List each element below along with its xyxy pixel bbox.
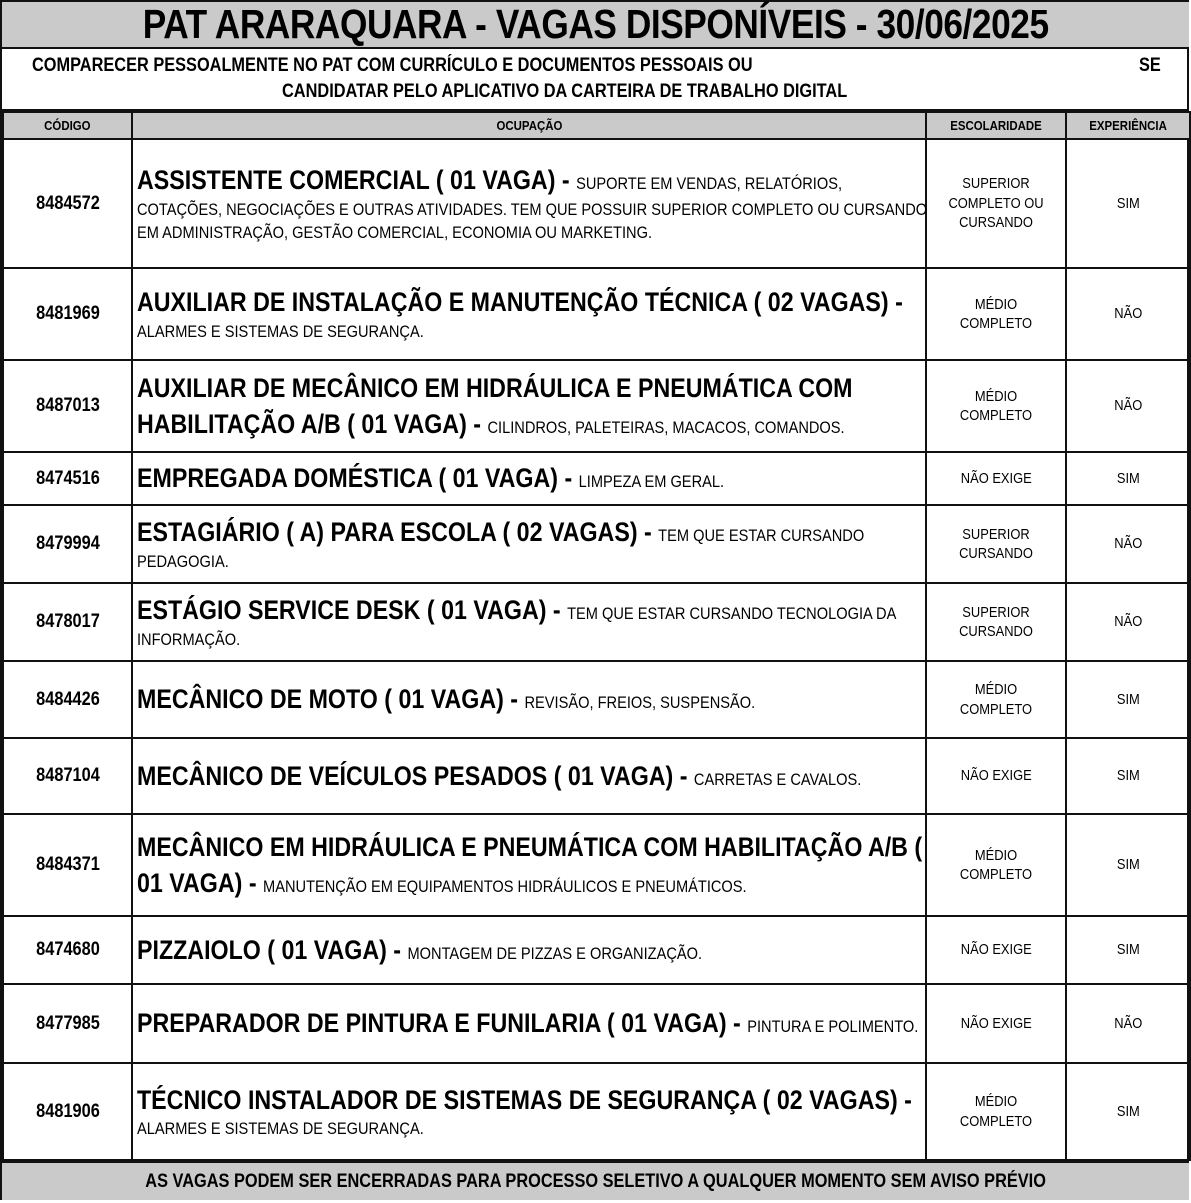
job-education: NÃO EXIGE bbox=[926, 738, 1066, 814]
notice-line-1: COMPARECER PESSOALMENTE NO PAT COM CURRÍCULO E DOCUMENTOS PESSOAIS OU bbox=[32, 55, 753, 76]
job-occupation bbox=[132, 360, 926, 452]
job-education: MÉDIO COMPLETO bbox=[926, 268, 1066, 360]
job-title: ASSISTENTE COMERCIAL ( 01 VAGA) - bbox=[137, 165, 577, 196]
column-header-education: ESCOLARIDADE bbox=[926, 112, 1066, 139]
job-title: ESTÁGIO SERVICE DESK ( 01 VAGA) - bbox=[137, 595, 568, 626]
job-description: CILINDROS, PALETEIRAS, MACACOS, COMANDOS. bbox=[487, 418, 845, 437]
job-occupation bbox=[132, 661, 926, 738]
job-experience: SIM bbox=[1066, 738, 1190, 814]
job-code: 8474680 bbox=[3, 916, 132, 984]
job-title: AUXILIAR DE MECÂNICO EM HIDRÁULICA E PNEUMÁTICA COM HABILITAÇÃO A/B ( 01 VAGA) - bbox=[137, 372, 853, 439]
page-title: PAT ARARAQUARA - VAGAS DISPONÍVEIS - 30/06/2025 bbox=[142, 1, 1049, 47]
job-experience: SIM bbox=[1066, 916, 1190, 984]
job-experience: NÃO bbox=[1066, 505, 1190, 583]
job-occupation bbox=[132, 268, 926, 360]
job-code: 8479994 bbox=[3, 505, 132, 583]
table-row bbox=[3, 916, 1190, 984]
job-code: 8481969 bbox=[3, 268, 132, 360]
job-education: SUPERIOR CURSANDO bbox=[926, 583, 1066, 661]
job-education: SUPERIOR CURSANDO bbox=[926, 505, 1066, 583]
job-experience: NÃO bbox=[1066, 984, 1190, 1063]
table-header-row bbox=[3, 112, 1190, 139]
job-education: NÃO EXIGE bbox=[926, 984, 1066, 1063]
job-education: MÉDIO COMPLETO bbox=[926, 1063, 1066, 1160]
table-row bbox=[3, 661, 1190, 738]
job-description: ALARMES E SISTEMAS DE SEGURANÇA. bbox=[137, 321, 424, 341]
job-code: 8477985 bbox=[3, 984, 132, 1063]
table-row bbox=[3, 1063, 1190, 1160]
job-experience: NÃO bbox=[1066, 268, 1190, 360]
job-education: MÉDIO COMPLETO bbox=[926, 661, 1066, 738]
job-code: 8484426 bbox=[3, 661, 132, 738]
job-occupation bbox=[132, 139, 926, 268]
job-education: NÃO EXIGE bbox=[926, 452, 1066, 505]
job-title: PIZZAIOLO ( 01 VAGA) - bbox=[137, 934, 408, 965]
footer-disclaimer: AS VAGAS PODEM SER ENCERRADAS PARA PROCESSO SELETIVO A QUALQUER MOMENTO SEM AVISO PRÉVIO bbox=[2, 1161, 1189, 1200]
job-code: 8478017 bbox=[3, 583, 132, 661]
job-title: MECÂNICO DE MOTO ( 01 VAGA) - bbox=[137, 684, 525, 715]
job-occupation bbox=[132, 814, 926, 916]
table-row bbox=[3, 452, 1190, 505]
jobs-table-body bbox=[3, 139, 1190, 1160]
job-education: NÃO EXIGE bbox=[926, 916, 1066, 984]
table-row bbox=[3, 268, 1190, 360]
job-experience: SIM bbox=[1066, 814, 1190, 916]
job-description: CARRETAS E CAVALOS. bbox=[693, 769, 862, 789]
job-title: TÉCNICO INSTALADOR DE SISTEMAS DE SEGURANÇA ( 02 VAGAS) - bbox=[137, 1084, 912, 1115]
title-band bbox=[2, 2, 1189, 49]
job-occupation bbox=[132, 583, 926, 661]
table-row bbox=[3, 984, 1190, 1063]
job-code: 8484572 bbox=[3, 139, 132, 268]
job-title: MECÂNICO DE VEÍCULOS PESADOS ( 01 VAGA) - bbox=[137, 760, 694, 791]
job-code: 8487104 bbox=[3, 738, 132, 814]
jobs-table bbox=[2, 111, 1191, 1161]
job-experience: SIM bbox=[1066, 661, 1190, 738]
column-header-code: CÓDIGO bbox=[3, 112, 132, 139]
job-occupation bbox=[132, 505, 926, 583]
table-row bbox=[3, 814, 1190, 916]
job-description: SUPORTE EM VENDAS, RELATÓRIOS, COTAÇÕES, NEGOCIAÇÕES E OUTRAS ATIVIDADES. TEM QUE POSSUIR SUPERIOR COMPLETO OU CURSANDO EM ADMINISTRAÇÃO, GESTÃO COMERCIAL, ECONOMIA OU MARKETING. bbox=[137, 174, 928, 242]
job-description: MONTAGEM DE PIZZAS E ORGANIZAÇÃO. bbox=[407, 943, 703, 963]
job-code: 8484371 bbox=[3, 814, 132, 916]
job-description: TEM QUE ESTAR CURSANDO TECNOLOGIA DA INFORMAÇÃO. bbox=[137, 604, 896, 649]
column-header-occupation: OCUPAÇÃO bbox=[132, 112, 926, 139]
table-row bbox=[3, 738, 1190, 814]
job-description: REVISÃO, FREIOS, SUSPENSÃO. bbox=[524, 693, 756, 713]
job-description: PINTURA E POLIMENTO. bbox=[747, 1017, 919, 1037]
job-code: 8481906 bbox=[3, 1063, 132, 1160]
job-occupation bbox=[132, 984, 926, 1063]
table-row bbox=[3, 139, 1190, 268]
job-experience: NÃO bbox=[1066, 583, 1190, 661]
job-description: ALARMES E SISTEMAS DE SEGURANÇA. bbox=[137, 1119, 424, 1139]
column-header-experience: EXPERIÊNCIA bbox=[1066, 112, 1190, 139]
job-education: MÉDIO COMPLETO bbox=[926, 360, 1066, 452]
job-experience: SIM bbox=[1066, 452, 1190, 505]
table-row bbox=[3, 505, 1190, 583]
job-code: 8474516 bbox=[3, 452, 132, 505]
job-education: MÉDIO COMPLETO bbox=[926, 814, 1066, 916]
job-description: TEM QUE ESTAR CURSANDO PEDAGOGIA. bbox=[137, 526, 865, 571]
job-title: EMPREGADA DOMÉSTICA ( 01 VAGA) - bbox=[137, 463, 579, 494]
job-experience: SIM bbox=[1066, 139, 1190, 268]
job-experience: SIM bbox=[1066, 1063, 1190, 1160]
table-row bbox=[3, 360, 1190, 452]
job-occupation bbox=[132, 916, 926, 984]
notice-trailing: SE bbox=[1139, 55, 1161, 76]
job-title: ESTAGIÁRIO ( A) PARA ESCOLA ( 02 VAGAS) - bbox=[137, 517, 659, 548]
job-description: MANUTENÇÃO EM EQUIPAMENTOS HIDRÁULICOS E PNEUMÁTICOS. bbox=[263, 877, 747, 896]
job-occupation bbox=[132, 1063, 926, 1160]
job-education: SUPERIOR COMPLETO OU CURSANDO bbox=[926, 139, 1066, 268]
application-notice bbox=[2, 49, 1189, 111]
job-title: AUXILIAR DE INSTALAÇÃO E MANUTENÇÃO TÉCNICA ( 02 VAGAS) - bbox=[137, 287, 903, 318]
job-occupation bbox=[132, 452, 926, 505]
job-title: PREPARADOR DE PINTURA E FUNILARIA ( 01 VAGA) - bbox=[137, 1008, 748, 1039]
notice-line-2: CANDIDATAR PELO APLICATIVO DA CARTEIRA DE TRABALHO DIGITAL bbox=[282, 81, 848, 102]
table-row bbox=[3, 583, 1190, 661]
job-occupation bbox=[132, 738, 926, 814]
job-description: LIMPEZA EM GERAL. bbox=[578, 472, 725, 492]
job-title: MECÂNICO EM HIDRÁULICA E PNEUMÁTICA COM HABILITAÇÃO A/B ( 01 VAGA) - bbox=[137, 831, 923, 898]
job-code: 8487013 bbox=[3, 360, 132, 452]
job-experience: NÃO bbox=[1066, 360, 1190, 452]
